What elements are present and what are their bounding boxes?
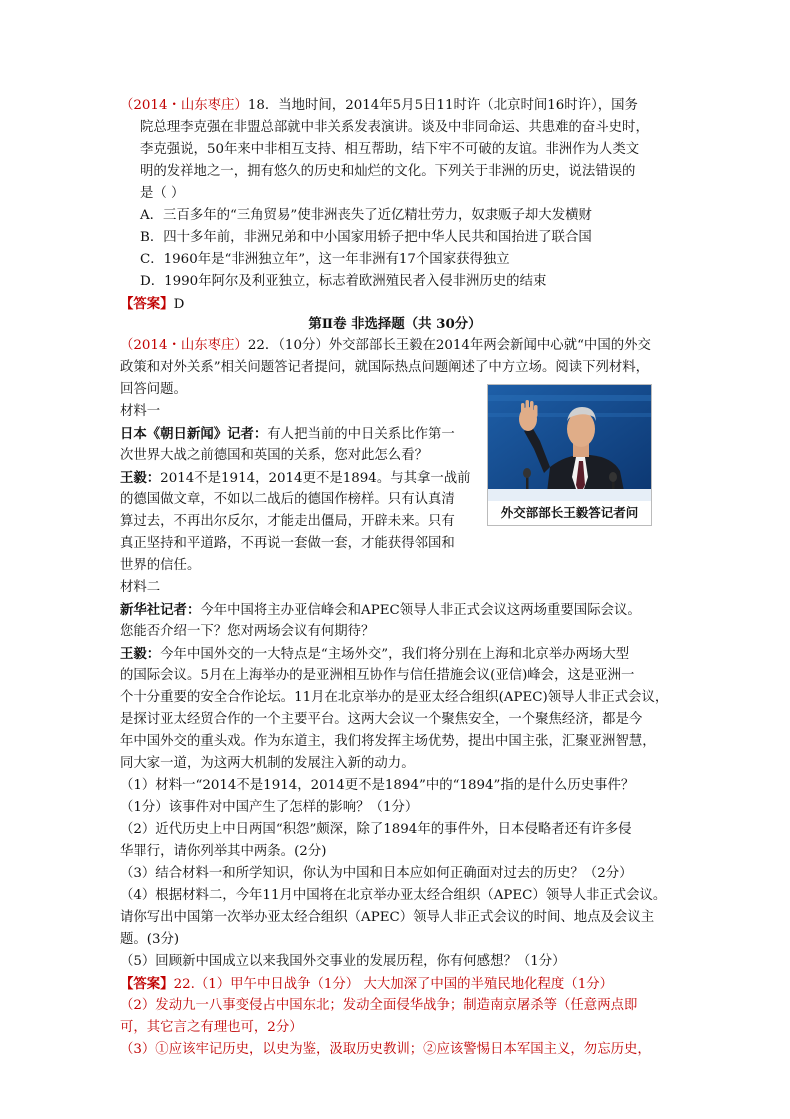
q22-intro-3: 回答问题。 xyxy=(120,382,187,397)
subquestion-4b: 请你写出中国第一次举办亚太经合组织（APEC）领导人非正式会议的时间、地点及会议主 xyxy=(120,910,655,925)
q18-line-4: 明的发祥地之一，拥有悠久的历史和灿烂的文化。下列关于非洲的历史，说法错误的 xyxy=(140,164,636,179)
material-two-answer-2: 的国际会议。5月在上海举办的是亚洲相互协作与信任措施会议(亚信)峰会，这是亚洲一 xyxy=(120,668,635,683)
press-photo xyxy=(487,384,652,526)
material-two-question-text-1: 今年中国将主办亚信峰会和APEC领导人非正式会议这两场重要国际会议。 xyxy=(200,603,641,618)
material-one-question-2: 次世界大战之前德国和英国的关系，您对此怎么看？ xyxy=(120,448,428,463)
q18-line-2: 院总理李克强在非盟总部就中非关系发表演讲。谈及中非同命运、共患难的奋斗史时， xyxy=(140,120,649,135)
q18-option-c: C．1960年是“非洲独立年”，这一年非洲有17个国家获得独立 xyxy=(140,252,510,267)
subquestion-4c: 题。(3分) xyxy=(120,932,180,947)
q22-intro-1 xyxy=(120,336,651,356)
q18-source: （2014・山东枣庄） xyxy=(120,98,248,113)
press-photo-image xyxy=(488,385,651,501)
q22-answer-label: 【答案】 xyxy=(120,976,174,992)
q22-answer-1 xyxy=(120,974,613,995)
q18-line-1 xyxy=(120,96,638,116)
section-title: 第Ⅱ卷 非选择题（共 30分） xyxy=(308,316,482,332)
subquestion-1b: （1分）该事件对中国产生了怎样的影响？（1分） xyxy=(120,800,419,815)
subquestion-5: （5）回顾新中国成立以来我国外交事业的发展历程，你有何感想？（1分） xyxy=(120,954,566,969)
press-photo-caption: 外交部部长王毅答记者问 xyxy=(488,501,651,525)
q22-intro-2: 政策和对外关系”相关问题答记者提问，就国际热点问题阐述了中方立场。阅读下列材料， xyxy=(120,360,650,375)
q18-line-5: 是（ ） xyxy=(140,186,185,201)
subquestion-3: （3）结合材料一和所学知识，你认为中国和日本应如何正确面对过去的历史？（2分） xyxy=(120,866,633,881)
q22-answer-2a: （2）发动九一八事变侵占中国东北；发动全面侵华战争；制造南京屠杀等（任意两点即 xyxy=(120,998,638,1013)
subquestion-1a: （1）材料一“2014不是1914，2014更不是1894”中的“1894”指的是什么历史事件？ xyxy=(120,778,635,793)
material-two-answer-5: 年中国外交的重头戏。作为东道主，我们将发挥主场优势，提出中国主张，汇聚亚洲智慧， xyxy=(120,734,656,749)
subquestion-4a: （4）根据材料二，今年11月中国将在北京举办亚太经合组织（APEC）领导人非正式会议。 xyxy=(120,888,667,903)
q18-answer-value: D xyxy=(173,297,185,312)
material-one-question-1 xyxy=(120,424,455,445)
q22-intro-text-1: 22．（10分）外交部部长王毅在2014年两会新闻中心就“中国的外交 xyxy=(247,338,651,353)
q18-option-a: A．三百多年的“三角贸易”使非洲丧失了近亿精壮劳力，奴隶贩子却大发横财 xyxy=(140,208,592,223)
material-two-answer-1 xyxy=(120,644,629,665)
material-one-answer-text-1: 2014不是1914，2014更不是1894。与其拿一战前 xyxy=(160,471,471,486)
material-two-question-2: 您能否介绍一下？您对两场会议有何期待？ xyxy=(120,624,375,639)
q18-answer xyxy=(120,294,184,315)
material-two-answer-6: 同大家一道，为这两大机制的发展注入新的动力。 xyxy=(120,756,415,771)
material-one-answer-4: 真正坚持和平道路，不再说一套做一套，才能获得邻国和 xyxy=(120,536,455,551)
q22-answer-3: （3）①应该牢记历史，以史为鉴，汲取历史教训；②应该警惕日本军国主义，勿忘历史， xyxy=(120,1042,651,1057)
q22-answer-2b: 可，其它言之有理也可，2分） xyxy=(120,1020,303,1035)
material-two-question-1 xyxy=(120,600,641,621)
q22-source: （2014・山东枣庄） xyxy=(120,338,248,353)
q18-text-1: 18．当地时间，2014年5月5日11时许（北京时间16时许），国务 xyxy=(247,98,638,113)
material-two-asker: 新华社记者： xyxy=(120,602,201,618)
material-one-answer-3: 算过去，不再出尔反尔，才能走出僵局，开辟未来。只有 xyxy=(120,514,455,529)
material-one-answer-1 xyxy=(120,468,471,489)
q18-line-3: 李克强说，50年来中非相互支持、相互帮助，结下牢不可破的友谊。非洲作为人类文 xyxy=(140,142,640,157)
subquestion-2b: 华罪行，请你列举其中两条。(2分) xyxy=(120,844,327,859)
subquestion-2a: （2）近代历史上中日两国“积怨”颇深，除了1894年的事件外，日本侵略者还有许多侵 xyxy=(120,822,632,837)
material-one-answer-5: 世界的信任。 xyxy=(120,558,201,573)
material-one-speaker: 王毅： xyxy=(120,470,161,486)
q18-option-b: B．四十多年前，非洲兄弟和中小国家用轿子把中华人民共和国抬进了联合国 xyxy=(140,230,592,245)
material-two-answer-text-1: 今年中国外交的一大特点是“主场外交”，我们将分别在上海和北京举办两场大型 xyxy=(160,647,630,662)
q22-answer-text-1: 22.（1）甲午中日战争（1分） 大大加深了中国的半殖民地化程度（1分） xyxy=(173,977,613,992)
q18-option-d: D．1990年阿尔及利亚独立，标志着欧洲殖民者入侵非洲历史的结束 xyxy=(140,274,547,289)
material-two-title: 材料二 xyxy=(120,580,161,595)
material-two-answer-3: 个十分重要的安全合作论坛。11月在北京举办的是亚太经合组织(APEC)领导人非正式会议， xyxy=(120,690,669,705)
q18-answer-label: 【答案】 xyxy=(120,296,174,312)
material-one-title: 材料一 xyxy=(120,404,161,419)
material-one-question-text-1: 有人把当前的中日关系比作第一 xyxy=(267,427,455,442)
material-one-asker: 日本《朝日新闻》记者： xyxy=(120,426,268,442)
material-two-speaker: 王毅： xyxy=(120,646,161,662)
material-two-answer-4: 是探讨亚太经贸合作的一个主要平台。这两大会议一个聚焦安全，一个聚焦经济，都是今 xyxy=(120,712,643,727)
material-one-answer-2: 的德国做文章，不如以二战后的德国作榜样。只有认真清 xyxy=(120,492,455,507)
